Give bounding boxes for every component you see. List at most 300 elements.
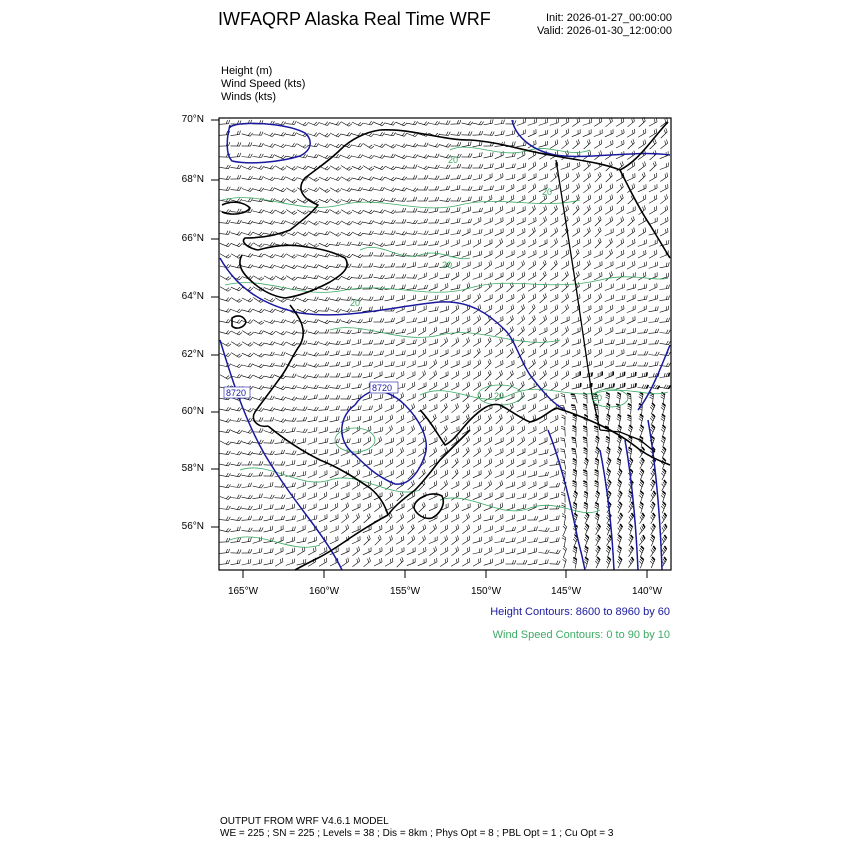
wind-barb-flag [295, 418, 297, 422]
wind-barb [561, 354, 570, 357]
wind-barb-flag [652, 403, 655, 406]
wind-barb-flag [587, 141, 588, 145]
wind-barb-flag [600, 238, 602, 242]
wind-barb [297, 519, 306, 522]
wind-barb-flag [546, 228, 547, 232]
wind-barb [396, 408, 404, 413]
wind-barb-flag [558, 360, 559, 364]
wind-barb-flag [583, 409, 587, 410]
wind-barb [462, 276, 470, 281]
wind-barb-flag [360, 188, 362, 191]
wind-barb-flag [270, 320, 273, 323]
wind-barb-flag [537, 527, 538, 531]
wind-barb [661, 132, 667, 138]
wind-barb-flag [555, 317, 556, 321]
wind-barb-flag [292, 167, 295, 170]
wind-barb-flag [349, 168, 352, 170]
wind-barb-flag [262, 472, 263, 476]
wind-barb-flag [303, 166, 306, 169]
wind-barb-flag [250, 199, 252, 202]
wind-barb [540, 220, 547, 226]
wind-barb-flag [415, 144, 417, 147]
wind-barb-flag [490, 153, 491, 157]
wind-barb-flag [666, 330, 668, 334]
wind-barb [385, 354, 394, 357]
wind-barb [627, 288, 636, 290]
wind-barb-flag [631, 141, 633, 145]
wind-barb-flag [402, 208, 403, 212]
wind-barb [562, 308, 569, 314]
wind-barb-flag [458, 502, 459, 506]
wind-barb [539, 331, 547, 335]
wind-barb [561, 188, 569, 192]
wind-barb [627, 366, 636, 367]
wind-barb-flag [401, 405, 402, 409]
wind-barb-flag [391, 263, 392, 267]
wind-barb-flag [316, 364, 319, 367]
wind-barb-flag [358, 264, 360, 268]
wind-barb [242, 520, 251, 521]
wind-barb-flag [273, 352, 275, 356]
wind-barb-flag [445, 471, 446, 475]
wind-barb-flag [589, 384, 590, 388]
wind-barb-flag [380, 187, 382, 190]
wind-barb-flag [424, 285, 425, 289]
wind-barb-flag [424, 361, 425, 365]
wind-barb [551, 176, 558, 182]
wind-barb [539, 441, 547, 445]
wind-barb-flag [347, 439, 348, 443]
wind-barb-flag [535, 437, 536, 441]
wind-barb [463, 440, 470, 446]
wind-barb-flag [270, 407, 272, 410]
wind-barb-flag [579, 183, 580, 187]
wind-barb [517, 188, 525, 191]
wind-barb [231, 254, 239, 258]
wind-barb [297, 551, 305, 555]
wind-barb-flag [572, 485, 576, 487]
wind-barb [264, 552, 273, 554]
wind-barb-flag [358, 373, 359, 377]
wind-barb-flag [545, 370, 546, 374]
wind-barb-flag [633, 139, 634, 143]
wind-barb [330, 321, 339, 322]
wind-barb [352, 387, 361, 388]
wind-barb [583, 187, 590, 193]
wind-barb [385, 245, 394, 246]
wind-barb-flag [590, 239, 591, 243]
wind-barb-flag [557, 140, 558, 144]
wind-barb-flag [325, 320, 328, 323]
wind-barb-flag [339, 385, 341, 389]
wind-barb-flag [423, 537, 424, 541]
wind-barb-flag [261, 278, 264, 280]
wind-barb-flag [347, 211, 350, 213]
wind-barb [418, 299, 427, 301]
wind-barb [627, 332, 636, 334]
wind-barb-flag [281, 363, 283, 367]
wind-barb-flag [314, 330, 316, 333]
wind-barb-flag [586, 535, 589, 538]
wind-barb-flag [446, 208, 447, 212]
wind-barb [319, 529, 327, 533]
wind-barb-flag [631, 373, 632, 377]
wind-barb-flag [294, 212, 297, 214]
wind-barb-flag [391, 210, 394, 213]
wind-barb-flag [643, 524, 645, 528]
wind-barb-flag [469, 536, 470, 540]
wind-barb-flag [664, 385, 666, 388]
wind-barb-flag [635, 383, 636, 387]
wind-barb-flag [663, 491, 666, 494]
wind-barb-flag [360, 167, 363, 170]
wind-barb [308, 442, 317, 445]
wind-barb-flag [295, 121, 297, 125]
wind-barb-flag [588, 284, 589, 288]
wind-barb [649, 322, 658, 323]
wind-barb-flag [470, 141, 471, 145]
wind-barb-flag [525, 515, 526, 519]
wind-barb [605, 299, 614, 302]
wind-barb-flag [601, 293, 602, 297]
wind-barb-flag [490, 164, 491, 168]
wind-barb [529, 308, 535, 314]
wind-barb-flag [369, 155, 372, 158]
wind-barb-flag [664, 373, 665, 377]
wind-barb-flag [524, 283, 525, 287]
wind-barb-flag [338, 234, 341, 237]
wind-barb-flag [663, 526, 665, 530]
wind-barb [452, 462, 459, 468]
wind-barb-flag [272, 154, 274, 157]
wind-barb-flag [292, 418, 294, 422]
wind-barb [564, 450, 566, 459]
wind-barb-flag [261, 188, 264, 191]
wind-barb-flag [654, 174, 655, 178]
wind-barb-flag [415, 134, 418, 137]
wind-barb-flag [584, 503, 588, 505]
wind-barb [407, 354, 416, 356]
wind-barb [650, 165, 657, 171]
wind-barb-flag [394, 198, 396, 202]
wind-barb-flag [350, 351, 351, 355]
wind-barb-flag [259, 309, 262, 312]
wind-barb-flag [402, 274, 404, 278]
wind-barb-flag [611, 172, 613, 176]
wind-barb-flag [259, 198, 261, 201]
wind-barb-flag [545, 216, 546, 220]
wind-barb-flag [239, 244, 242, 247]
wind-barb-flag [283, 156, 286, 159]
wind-barb-flag [248, 441, 251, 444]
wind-barb-flag [327, 144, 330, 147]
wind-barb [607, 483, 611, 491]
wind-barb-flag [316, 245, 319, 248]
wind-barb-flag [251, 516, 252, 520]
wind-barb-flag [511, 306, 512, 310]
wind-barb-flag [658, 318, 659, 322]
wind-barb-flag [591, 383, 592, 387]
wind-barb-flag [449, 186, 450, 190]
wind-barb [473, 342, 481, 347]
wind-barb-flag [501, 370, 502, 374]
wind-barb-flag [457, 175, 458, 179]
wind-barb-flag [561, 394, 565, 395]
wind-barb [242, 157, 251, 158]
wind-barb-flag [393, 146, 396, 149]
wind-barb-flag [479, 348, 480, 352]
wind-barb-flag [339, 350, 340, 354]
wind-barb-flag [250, 232, 253, 235]
wind-barb-flag [617, 539, 620, 542]
wind-barb-flag [640, 538, 642, 542]
wind-barb [528, 507, 536, 510]
wind-barb-flag [391, 274, 392, 278]
wind-barb-flag [599, 185, 600, 189]
wind-barb [341, 221, 349, 225]
wind-barb [627, 133, 635, 137]
wind-barb [473, 212, 482, 213]
wind-barb-flag [632, 119, 633, 123]
wind-barb [220, 553, 229, 554]
wind-barb-flag [239, 300, 242, 302]
wind-barb-flag [336, 362, 337, 366]
wind-barb [308, 541, 317, 544]
wind-barb-flag [393, 525, 394, 529]
wind-barb [550, 364, 558, 368]
wind-barb-flag [250, 537, 251, 541]
wind-barb [463, 341, 470, 347]
wind-barb-flag [557, 250, 558, 254]
wind-barb-flag [633, 362, 634, 366]
wind-barb-flag [283, 234, 286, 237]
wind-barb-flag [478, 295, 479, 299]
wind-barb-flag [435, 154, 437, 158]
wind-barb-flag [314, 417, 315, 421]
wind-barb-flag [456, 306, 457, 310]
wind-barb [418, 353, 426, 357]
wind-barb [363, 366, 372, 367]
wind-barb-flag [391, 513, 393, 517]
wind-barb [440, 233, 449, 235]
wind-barb-flag [360, 405, 361, 409]
wind-barb [385, 376, 394, 377]
wind-barb-flag [500, 306, 501, 310]
wind-barb-flag [433, 416, 435, 420]
wind-barb-flag [237, 220, 239, 224]
wind-barb-flag [292, 177, 295, 180]
wind-barb-flag [392, 448, 393, 452]
wind-barb-flag [402, 285, 403, 289]
wind-barb-flag [305, 201, 308, 204]
wind-barb [451, 276, 459, 280]
wind-barb [528, 287, 536, 292]
wind-barb-flag [654, 196, 655, 200]
wind-barb-flag [595, 459, 599, 461]
wind-barb-flag [250, 288, 253, 291]
wind-barb-flag [237, 374, 239, 377]
wind-barb [231, 353, 239, 358]
wind-barb [517, 232, 525, 236]
wind-barb-flag [228, 298, 231, 301]
wind-barb-flag [458, 525, 459, 529]
wind-barb-flag [438, 154, 440, 158]
wind-barb [429, 363, 436, 368]
wind-barb [242, 531, 251, 532]
wind-barb-flag [469, 525, 470, 529]
wind-barb [297, 464, 306, 466]
wind-barb-flag [489, 482, 490, 486]
wind-barb-flag [556, 483, 557, 487]
wind-barb-flag [367, 515, 368, 519]
wind-barb-flag [336, 373, 337, 377]
wind-barb-flag [248, 409, 251, 412]
wind-barb-flag [270, 505, 271, 509]
wind-barb [440, 364, 448, 369]
wind-barb-flag [347, 395, 349, 399]
wind-barb-flag [446, 425, 447, 429]
wind-barb-flag [621, 251, 622, 255]
wind-barb [484, 331, 492, 335]
wind-barb [584, 319, 591, 325]
wind-barb-flag [259, 484, 261, 487]
wind-barb-flag [636, 351, 637, 355]
wind-barb [275, 454, 284, 455]
wind-barb-flag [580, 162, 581, 166]
wind-barb-flag [653, 491, 655, 494]
wind-barb-flag [502, 294, 503, 298]
wind-barb [649, 365, 658, 367]
wind-barb-flag [283, 177, 285, 180]
wind-barb-flag [460, 175, 461, 179]
wind-barb-flag [511, 416, 512, 420]
wind-barb [583, 176, 590, 181]
wind-barb [564, 439, 566, 448]
wind-barb-flag [562, 536, 565, 538]
wind-barb [385, 463, 393, 468]
wind-barb-flag [500, 427, 501, 431]
wind-barb-flag [424, 469, 425, 473]
wind-barb-flag [610, 218, 611, 222]
wind-barb-flag [598, 229, 600, 233]
wind-barb-flag [562, 415, 566, 417]
wind-barb-flag [601, 184, 602, 188]
wind-barb-flag [606, 395, 610, 397]
wind-barb-flag [305, 146, 308, 149]
wind-barb-flag [457, 285, 458, 289]
wind-barb-flag [259, 428, 261, 432]
wind-barb-flag [562, 516, 566, 518]
wind-barb [429, 233, 438, 234]
wind-barb-flag [546, 382, 547, 386]
wind-barb-flag [468, 142, 469, 146]
wind-barb-flag [248, 154, 250, 158]
wind-barb-flag [325, 307, 327, 311]
wind-barb-flag [372, 340, 373, 344]
wind-barb-flag [456, 339, 457, 343]
wind-barb [495, 221, 503, 225]
wind-barb-flag [595, 518, 598, 520]
wind-barb [429, 299, 438, 301]
wind-barb-flag [314, 407, 316, 411]
wind-barb-flag [303, 340, 305, 344]
wind-barb [418, 321, 427, 323]
wind-barb [517, 408, 525, 411]
wind-barb-flag [292, 374, 294, 378]
wind-barb-flag [259, 386, 262, 389]
wind-barb-flag [239, 441, 241, 444]
wind-barb-flag [369, 167, 372, 169]
wind-barb [550, 144, 558, 149]
wind-barb [374, 420, 383, 423]
wind-barb-flag [303, 145, 306, 148]
wind-barb [550, 519, 559, 520]
wind-barb-flag [630, 524, 633, 527]
wind-barb-flag [294, 233, 297, 236]
wind-barb-flag [391, 296, 392, 300]
wind-barb-flag [226, 517, 228, 521]
wind-barb-flag [512, 131, 513, 135]
wind-barb-flag [566, 196, 567, 200]
wind-barb [506, 463, 514, 468]
wind-barb-flag [522, 306, 523, 310]
wind-barb-flag [482, 131, 483, 135]
wind-barb-flag [314, 341, 316, 344]
wind-barb [253, 276, 261, 281]
wind-barb-flag [480, 315, 481, 319]
wind-barb-flag [584, 494, 587, 496]
wind-barb-flag [466, 416, 467, 420]
wind-barb [352, 365, 361, 368]
wind-barb-flag [250, 387, 253, 390]
wind-barb-flag [281, 299, 284, 301]
wind-barb-flag [562, 503, 566, 505]
wind-barb-flag [316, 234, 319, 237]
wind-barb-flag [481, 514, 482, 518]
wind-barb-flag [535, 294, 536, 298]
wind-barb [605, 144, 613, 148]
wind-barb-flag [281, 483, 283, 487]
wind-barb [286, 454, 295, 455]
wind-barb [462, 223, 471, 224]
wind-barb-flag [435, 307, 436, 311]
wind-barb-flag [628, 450, 631, 452]
wind-barb-flag [270, 187, 272, 190]
wind-barb [550, 221, 558, 225]
wind-barb-flag [467, 537, 468, 541]
wind-barb-flag [416, 285, 417, 289]
wind-barb-flag [594, 474, 598, 476]
wind-barb-flag [371, 177, 374, 180]
wind-barb-flag [283, 168, 286, 171]
wind-barb-flag [572, 453, 576, 454]
wind-barb-flag [667, 173, 668, 177]
wind-barb-flag [229, 120, 230, 124]
wind-barb-flag [469, 459, 470, 463]
wind-barb-flag [457, 120, 458, 124]
wind-barb [429, 408, 437, 412]
wind-barb-flag [491, 393, 492, 397]
wind-barb-flag [468, 447, 470, 451]
wind-barb [319, 496, 327, 501]
wind-barb-flag [557, 151, 558, 155]
wind-barb [561, 167, 570, 170]
wind-barb-flag [371, 426, 372, 430]
wind-barb-flag [357, 471, 358, 475]
wind-barb-flag [316, 331, 318, 334]
wind-barb-flag [523, 315, 524, 319]
wind-barb [627, 344, 636, 345]
